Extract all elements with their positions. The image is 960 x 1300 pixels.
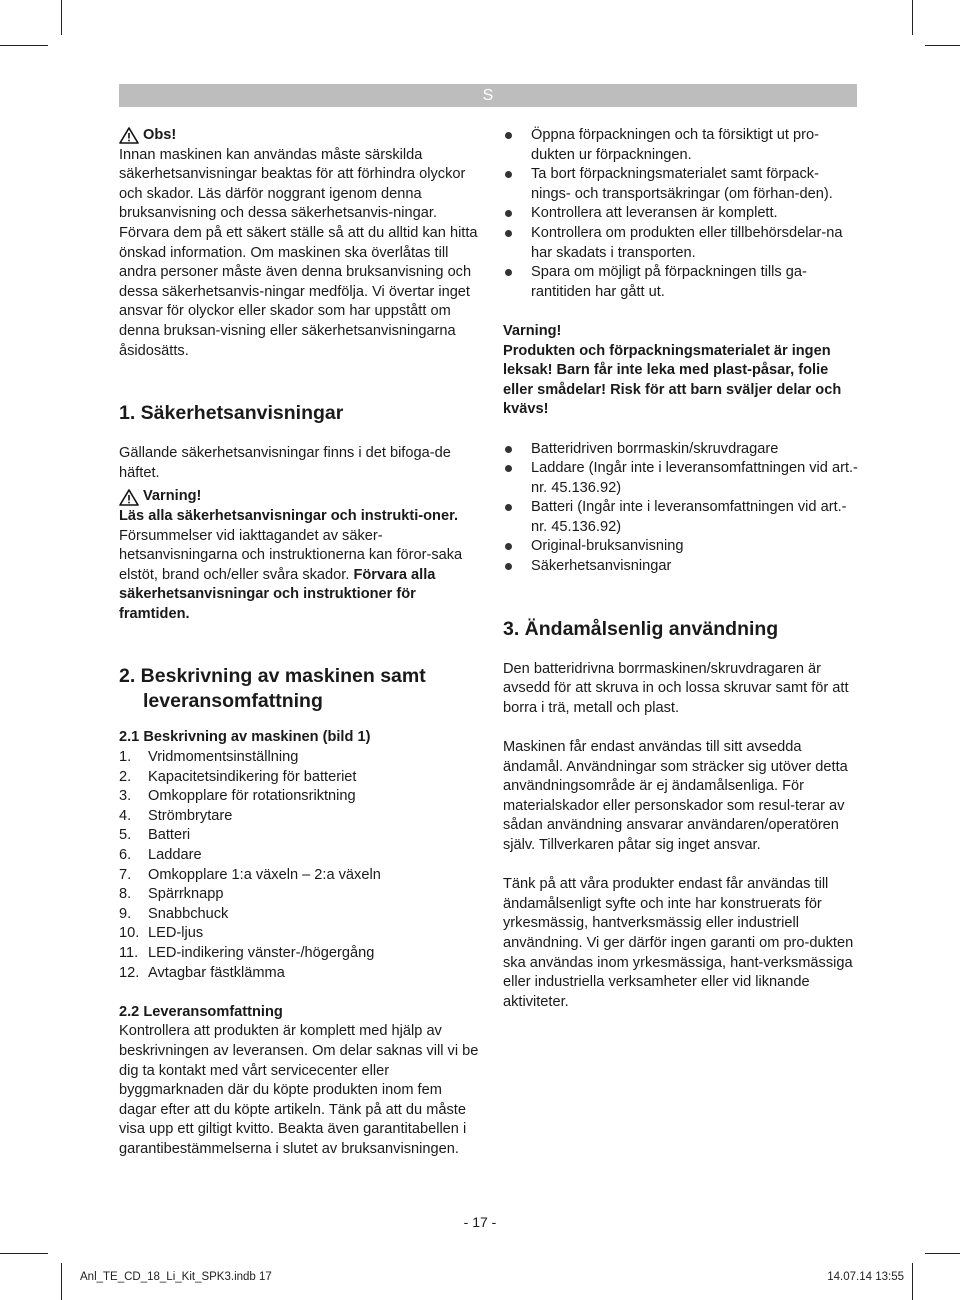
list-item: Batteri (Ingår inte i leveransomfattningen vid art.-nr. 45.136.92): [503, 498, 858, 537]
section-3-paragraph-3: Tänk på att våra produkter endast får användas till ändamålsenligt syfte och inte har konstruerats för yrkesmässig, hantverksmässig eller industriell användning. Vi ger därför ingen garanti om pro-dukten ska användas inom yrkesmässiga, hant-verksmässiga eller industriella verksamheter eller vid liknande aktiviteter.: [503, 876, 854, 1010]
section-2-2-text: Kontrollera att produkten är komplett med hjälp av beskrivningen av leveransen. Om delar saknas vill vi be dig ta kontakt med vårt servicecenter eller byggmarknaden där du köpte produkten inom fem dagar efter att du köpte artikeln. Tänk på att du måste visa upp ett giltigt kvitto. Beakta även garantitabellen i garantibestämmelserna i slutet av bruksanvisningen.: [119, 1023, 479, 1157]
part-label: Kapacitetsindikering för batteriet: [148, 768, 357, 785]
footer-date: 14.07.14 13:55: [827, 1271, 904, 1283]
part-label: Omkopplare 1:a växeln – 2:a växeln: [148, 866, 381, 883]
part-item: [119, 924, 479, 944]
list-item: Kontrollera om produkten eller tillbehörsdelar-na har skadats i transporten.: [503, 224, 858, 263]
part-number: 1.: [119, 749, 132, 766]
right-column: [503, 126, 858, 1012]
part-number: 5.: [119, 827, 132, 844]
part-number: 6.: [119, 847, 132, 864]
language-bar: S: [119, 84, 857, 107]
part-label: Laddare: [148, 847, 202, 864]
part-item: [119, 885, 479, 905]
part-label: Strömbrytare: [148, 807, 233, 824]
part-item: [119, 787, 479, 807]
warning-bold-2: Förvara alla säkerhetsanvisningar och instruktioner för framtiden.: [119, 566, 436, 622]
section-3-paragraph-2: Maskinen får endast användas till sitt avsedda ändamål. Användningar som sträcker sig utöver detta användningsområde är ej ändamålsenliga. För materialskador eller personskador som resul-terar av sådan användning ansvarar användaren/operatören själv. Tillverkaren påtar sig inget ansvar.: [503, 739, 848, 853]
part-number: 8.: [119, 886, 132, 903]
warning-bold-1: Läs alla säkerhetsanvisningar och instrukti-oner.: [119, 507, 459, 524]
part-item: [119, 768, 479, 788]
list-item: Original-bruksanvisning: [503, 537, 858, 557]
part-label: Avtagbar fästklämma: [148, 964, 285, 981]
warning-heading: [119, 487, 479, 507]
part-label: Spärrknapp: [148, 886, 224, 903]
list-item: Ta bort förpackningsmaterialet samt förpack-nings- och transportsäkringar (om förhan-den).: [503, 165, 858, 204]
part-item: [119, 905, 479, 925]
part-number: 2.: [119, 768, 132, 785]
part-label: LED-indikering vänster-/högergång: [148, 945, 375, 961]
warning-title: Varning!: [143, 488, 202, 505]
list-item: Säkerhetsanvisningar: [503, 557, 858, 577]
section-2-title-line2: leveransomfattning: [143, 690, 323, 713]
list-item: Spara om möjligt på förpackningen tills ga-rantitiden har gått ut.: [503, 263, 858, 302]
unpacking-list: [503, 126, 858, 302]
part-number: 9.: [119, 905, 132, 922]
part-number: 7.: [119, 866, 132, 883]
obs-title: Obs!: [143, 127, 177, 143]
list-item: Laddare (Ingår inte i leveransomfattningen vid art.-nr. 45.136.92): [503, 459, 858, 498]
crop-mark: [0, 1253, 48, 1254]
part-item: [119, 807, 479, 827]
crop-mark: [61, 1263, 62, 1300]
section-3-paragraph-1: Den batteridrivna borrmaskinen/skruvdragaren är avsedd för att skruva in och lossa skruvar samt för att borra i trä, metall och plast.: [503, 660, 849, 716]
part-number: 11.: [119, 945, 139, 961]
part-label: Vridmomentsinställning: [148, 749, 299, 766]
part-label: Snabbchuck: [148, 905, 229, 922]
crop-mark: [61, 0, 62, 35]
list-item: Batteridriven borrmaskin/skruvdragare: [503, 440, 858, 460]
crop-mark: [912, 0, 913, 35]
part-number: 4.: [119, 807, 132, 824]
section-1-text: Gällande säkerhetsanvisningar finns i det bifoga-de häftet.: [119, 445, 451, 481]
part-item: [119, 944, 479, 964]
part-number: 12.: [119, 964, 140, 981]
warning-normal: Försummelser vid iakttagandet av säker-hetsanvisningarna och instruktionerna kan föror-saka elstöt, brand och/eller svåra skador.: [119, 527, 463, 583]
part-item: [119, 748, 479, 768]
part-item: [119, 866, 479, 886]
part-item: [119, 846, 479, 866]
list-item: Öppna förpackningen och ta försiktigt ut pro-dukten ur förpackningen.: [503, 126, 858, 165]
part-item: [119, 826, 479, 846]
page-number: - 17 -: [463, 1214, 497, 1230]
warning-triangle-icon: [119, 127, 139, 144]
section-2-title-line1: 2. Beskrivning av maskinen samt: [119, 665, 426, 688]
crop-mark: [912, 1263, 913, 1300]
section-1-title: 1. Säkerhetsanvisningar: [119, 402, 344, 425]
packaging-warning: Varning! Produkten och förpackningsmaterialet är ingen leksak! Barn får inte leka med plast-påsar, folie eller smådelar! Risk för att barn sväljer delar och kvävs!: [503, 322, 842, 418]
part-number: 10.: [119, 925, 140, 942]
part-label: LED-ljus: [148, 925, 204, 942]
section-2-1-title: 2.1 Beskrivning av maskinen (bild 1): [119, 729, 371, 746]
left-column: [119, 126, 479, 1160]
section-2-2-title: 2.2 Leveransomfattning: [119, 1003, 283, 1020]
crop-mark: [0, 45, 48, 46]
part-label: Batteri: [148, 827, 191, 844]
parts-list: [119, 748, 479, 983]
list-item: Kontrollera att leveransen är komplett.: [503, 204, 858, 224]
part-item: [119, 964, 479, 984]
crop-mark: [925, 45, 960, 46]
section-3-title: 3. Ändamålsenlig användning: [503, 617, 779, 640]
obs-text: Innan maskinen kan användas måste särskilda säkerhetsanvisningar beaktas för att förhindra olyckor och skador. Läs därför noggrant igenom denna bruksanvisning och dessa säkerhetsanvis-ningar. Förvara dem på ett säkert ställe så att du alltid kan hitta önskad information. Om maskinen ska överlåtas till andra personer måste även denna bruksanvisning och dessa säkerhetsanvis-ningar medfölja. Vi övertar inget ansvar för olyckor eller skador som har uppstått om denna bruksan-visning eller säkerhetsanvisningarna åsidosätts.: [119, 146, 478, 359]
delivery-list: [503, 440, 858, 577]
part-label: Omkopplare för rotationsriktning: [148, 788, 356, 805]
crop-mark: [925, 1253, 960, 1254]
part-number: 3.: [119, 788, 132, 805]
footer-file: Anl_TE_CD_18_Li_Kit_SPK3.indb 17: [80, 1271, 272, 1283]
warning-triangle-icon: [119, 489, 139, 506]
obs-heading: [119, 126, 479, 146]
warning-text: [119, 507, 479, 625]
